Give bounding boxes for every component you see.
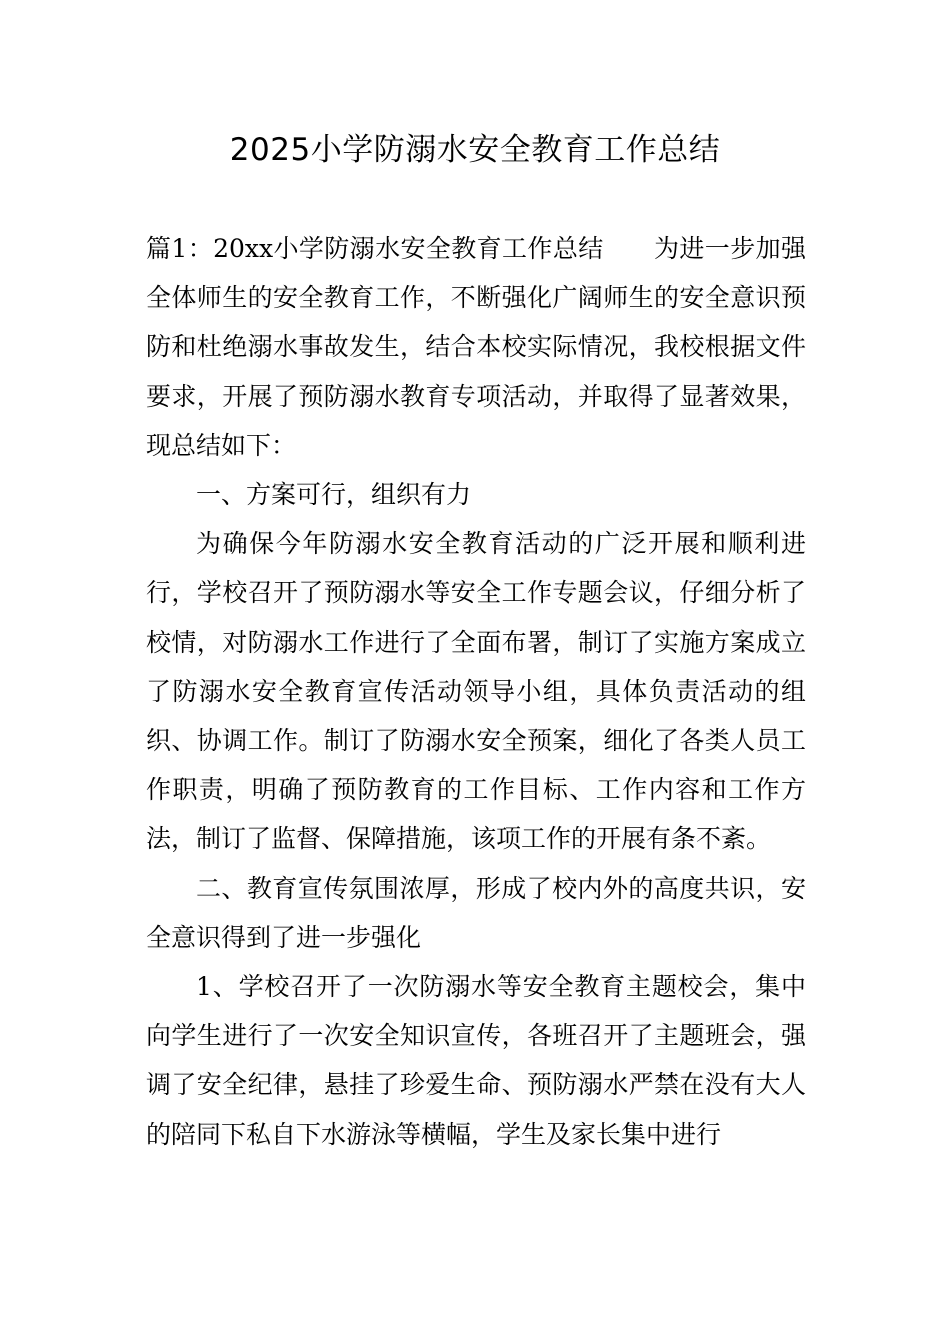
intro-text: 为进一步加强全体师生的安全教育工作，不断强化广阔师生的安全意识预防和杜绝溺水事故发生，结合本校实际情况，我校根据文件要求，开展了预防溺水教育专项活动，并取得了显著效果，现总结如下： <box>146 234 806 460</box>
section-heading-2: 二、教育宣传氛围浓厚，形成了校内外的高度共识，安全意识得到了进一步强化 <box>146 873 806 952</box>
intro-label: 篇1：20xx小学防溺水安全教育工作总结 <box>146 234 604 263</box>
section-heading-1: 一、方案可行，组织有力 <box>196 480 472 510</box>
intro-paragraph <box>146 224 806 470</box>
section-paragraph-2: 1、学校召开了一次防溺水等安全教育主题校会，集中向学生进行了一次安全知识宣传，各班召开了主题班会，强调了安全纪律，悬挂了珍爱生命、预防溺水严禁在没有大人的陪同下私自下水游泳等横幅，学生及家长集中进行 <box>146 972 806 1149</box>
section-paragraph-1: 为确保今年防溺水安全教育活动的广泛开展和顺利进行，学校召开了预防溺水等安全工作专题会议，仔细分析了校情，对防溺水工作进行了全面布署，制订了实施方案成立了防溺水安全教育宣传活动领导小组，具体负责活动的组织、协调工作。制订了防溺水安全预案，细化了各类人员工作职责，明确了预防教育的工作目标、工作内容和工作方法，制订了监督、保障措施，该项工作的开展有条不紊。 <box>146 529 806 854</box>
document-title: 2025小学防溺水安全教育工作总结 <box>229 132 721 168</box>
document-body <box>146 224 806 1159</box>
